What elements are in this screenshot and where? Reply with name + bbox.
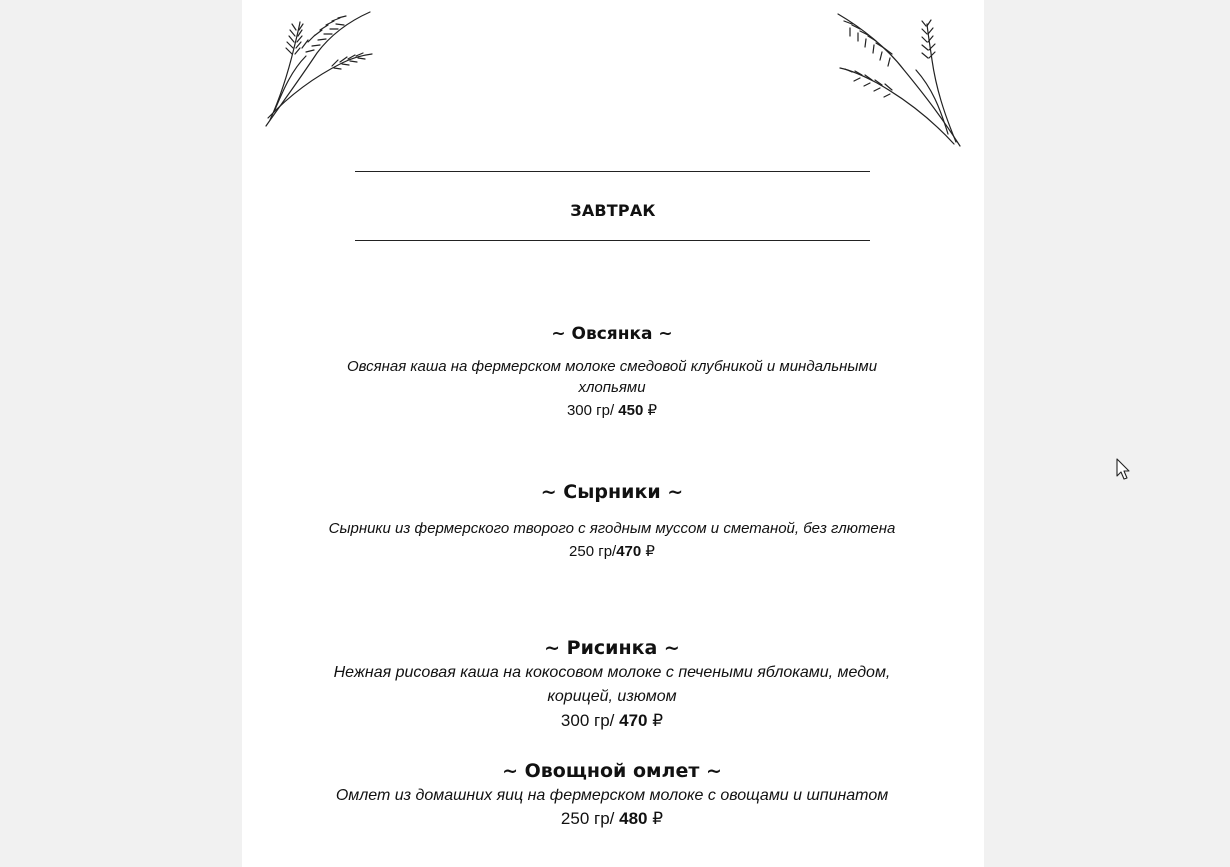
currency-symbol: ₽ — [645, 543, 655, 560]
item-description: Овсяная каша на фермерском молоке смедовой клубникой и миндальными хлопьями — [346, 358, 878, 396]
menu-item — [302, 480, 922, 563]
item-description: Сырники из фермерского творого с ягодным муссом и сметаной, без глютена — [328, 520, 896, 537]
item-price: 450 — [618, 402, 644, 419]
wheat-right-icon — [832, 8, 964, 150]
item-price-line — [302, 400, 922, 422]
menu-item — [302, 759, 922, 831]
item-price: 480 — [619, 809, 648, 828]
item-price-line — [302, 541, 922, 563]
currency-symbol: ₽ — [652, 711, 664, 730]
item-price: 470 — [616, 543, 642, 560]
menu-item — [302, 323, 922, 422]
bottom-divider — [355, 240, 870, 241]
section-title: ЗАВТРАК — [570, 201, 656, 220]
item-price-line — [302, 807, 922, 831]
menu-item — [302, 636, 922, 733]
item-description: Омлет из домашних яиц на фермерском молоке с овощами и шпинатом — [335, 787, 889, 804]
mouse-cursor-icon — [1116, 458, 1132, 482]
menu-page — [242, 0, 984, 867]
item-weight: 300 гр/ — [566, 402, 619, 419]
currency-symbol: ₽ — [647, 402, 658, 419]
item-name: ~ Овсянка ~ — [551, 324, 673, 344]
item-description: Нежная рисовая каша на кокосовом молоке с печеными яблоками, медом, корицей, изюмом — [333, 664, 891, 705]
item-weight: 250 гр/ — [569, 543, 617, 560]
item-name: ~ Сырники ~ — [540, 481, 684, 503]
item-weight: 300 гр/ — [560, 711, 620, 730]
top-divider — [355, 171, 870, 172]
currency-symbol: ₽ — [652, 809, 664, 828]
item-price-line — [302, 709, 922, 733]
item-price: 470 — [619, 711, 648, 730]
item-name: ~ Овощной омлет ~ — [502, 760, 722, 782]
wheat-left-icon — [262, 8, 380, 130]
item-name: ~ Рисинка ~ — [544, 637, 680, 659]
item-weight: 250 гр/ — [560, 809, 620, 828]
